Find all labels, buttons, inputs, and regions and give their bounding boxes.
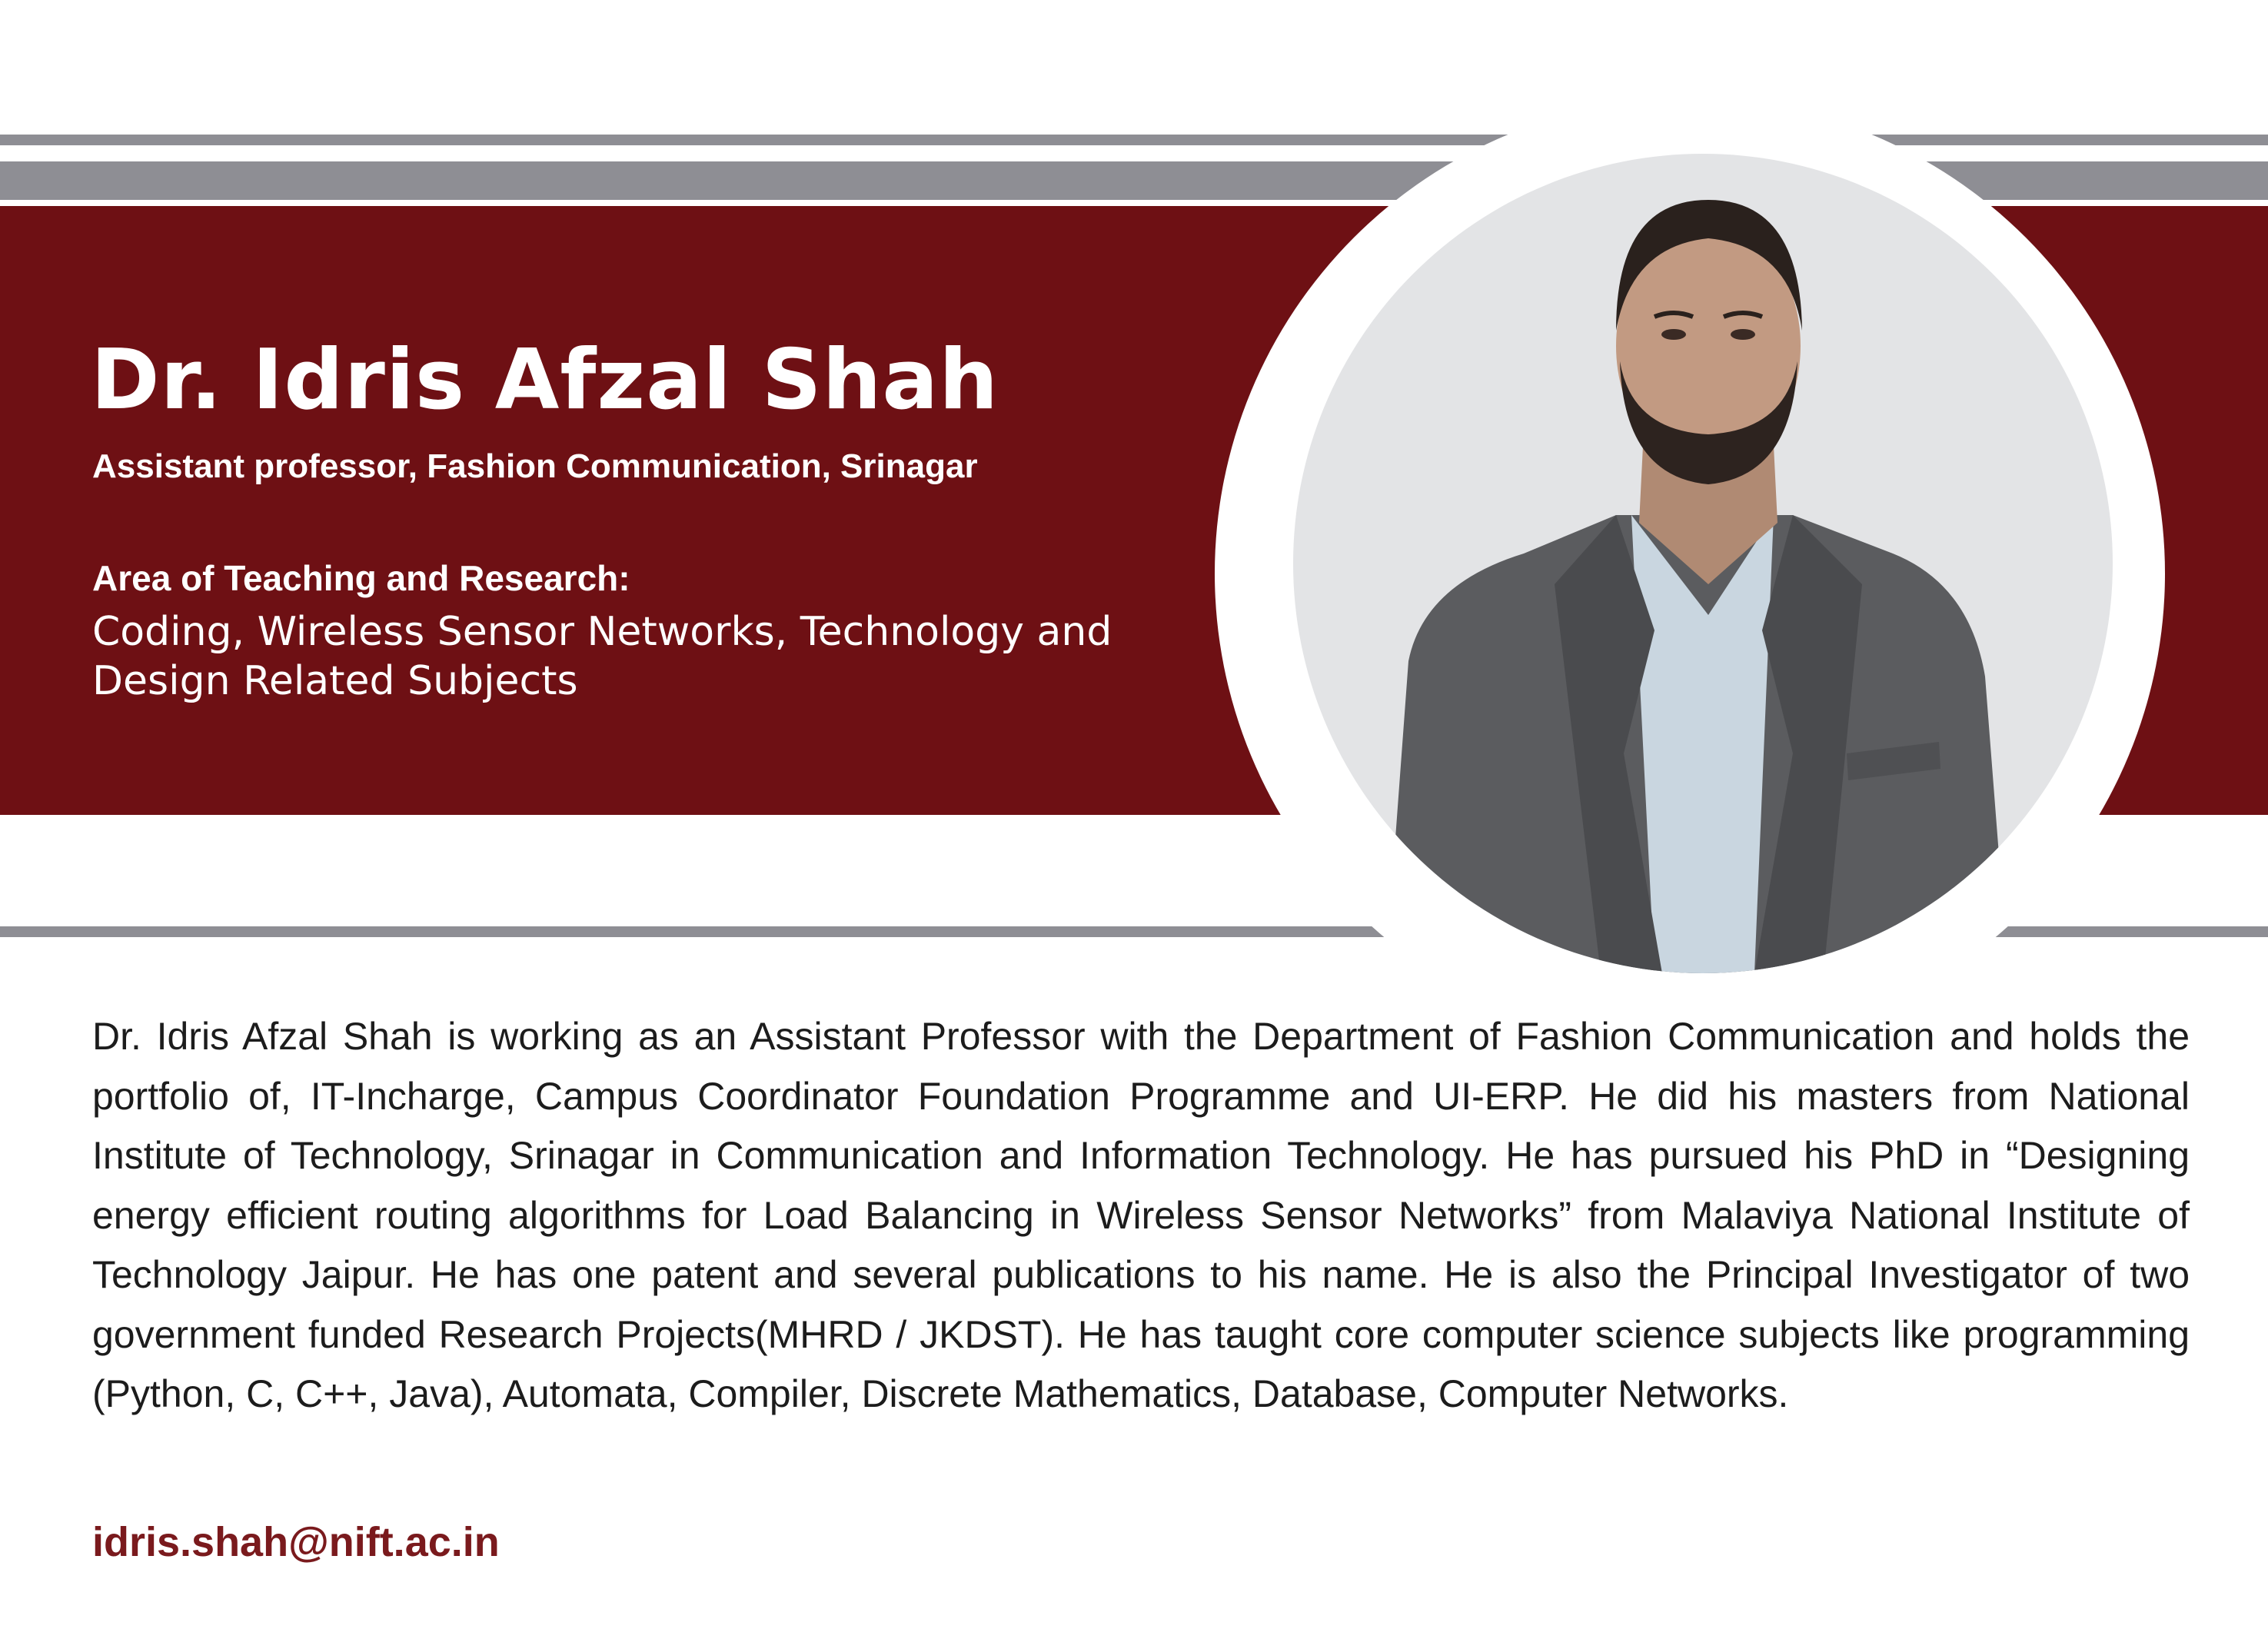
top-thin-stripe <box>0 135 2268 145</box>
area-heading: Area of Teaching and Research: <box>92 558 630 598</box>
area-text: Coding, Wireless Sensor Networks, Technology and Design Related Subjects <box>92 609 1112 704</box>
profile-role: Assistant professor, Fashion Communication, Srinagar <box>92 447 978 485</box>
email-link[interactable]: idris.shah@nift.ac.in <box>92 1519 500 1565</box>
profile-name: Dr. Idris Afzal Shah <box>91 332 999 428</box>
portrait-photo <box>1293 154 2113 973</box>
bio-paragraph: Dr. Idris Afzal Shah is working as an Assistant Professor with the Department of Fashion Communication and holds the portfolio of, IT-Incharge, Campus Coordinator Foundation Programme and UI-ERP. He did his masters from National Institute of Technology, Srinagar in Communication and Information Technology. He has pursued his PhD in “Designing energy efficient routing algorithms for Load Balancing in Wireless Sensor Networks” from Malaviya National Institute of Technology Jaipur. He has one patent and several publications to his name. He is also the Principal Investigator of two government funded Research Projects(MHRD / JKDST). He has taught core computer science subjects like programming (Python, C, C++, Java), Automata, Compiler, Discrete Mathematics, Database, Computer Networks. <box>92 1015 2190 1415</box>
